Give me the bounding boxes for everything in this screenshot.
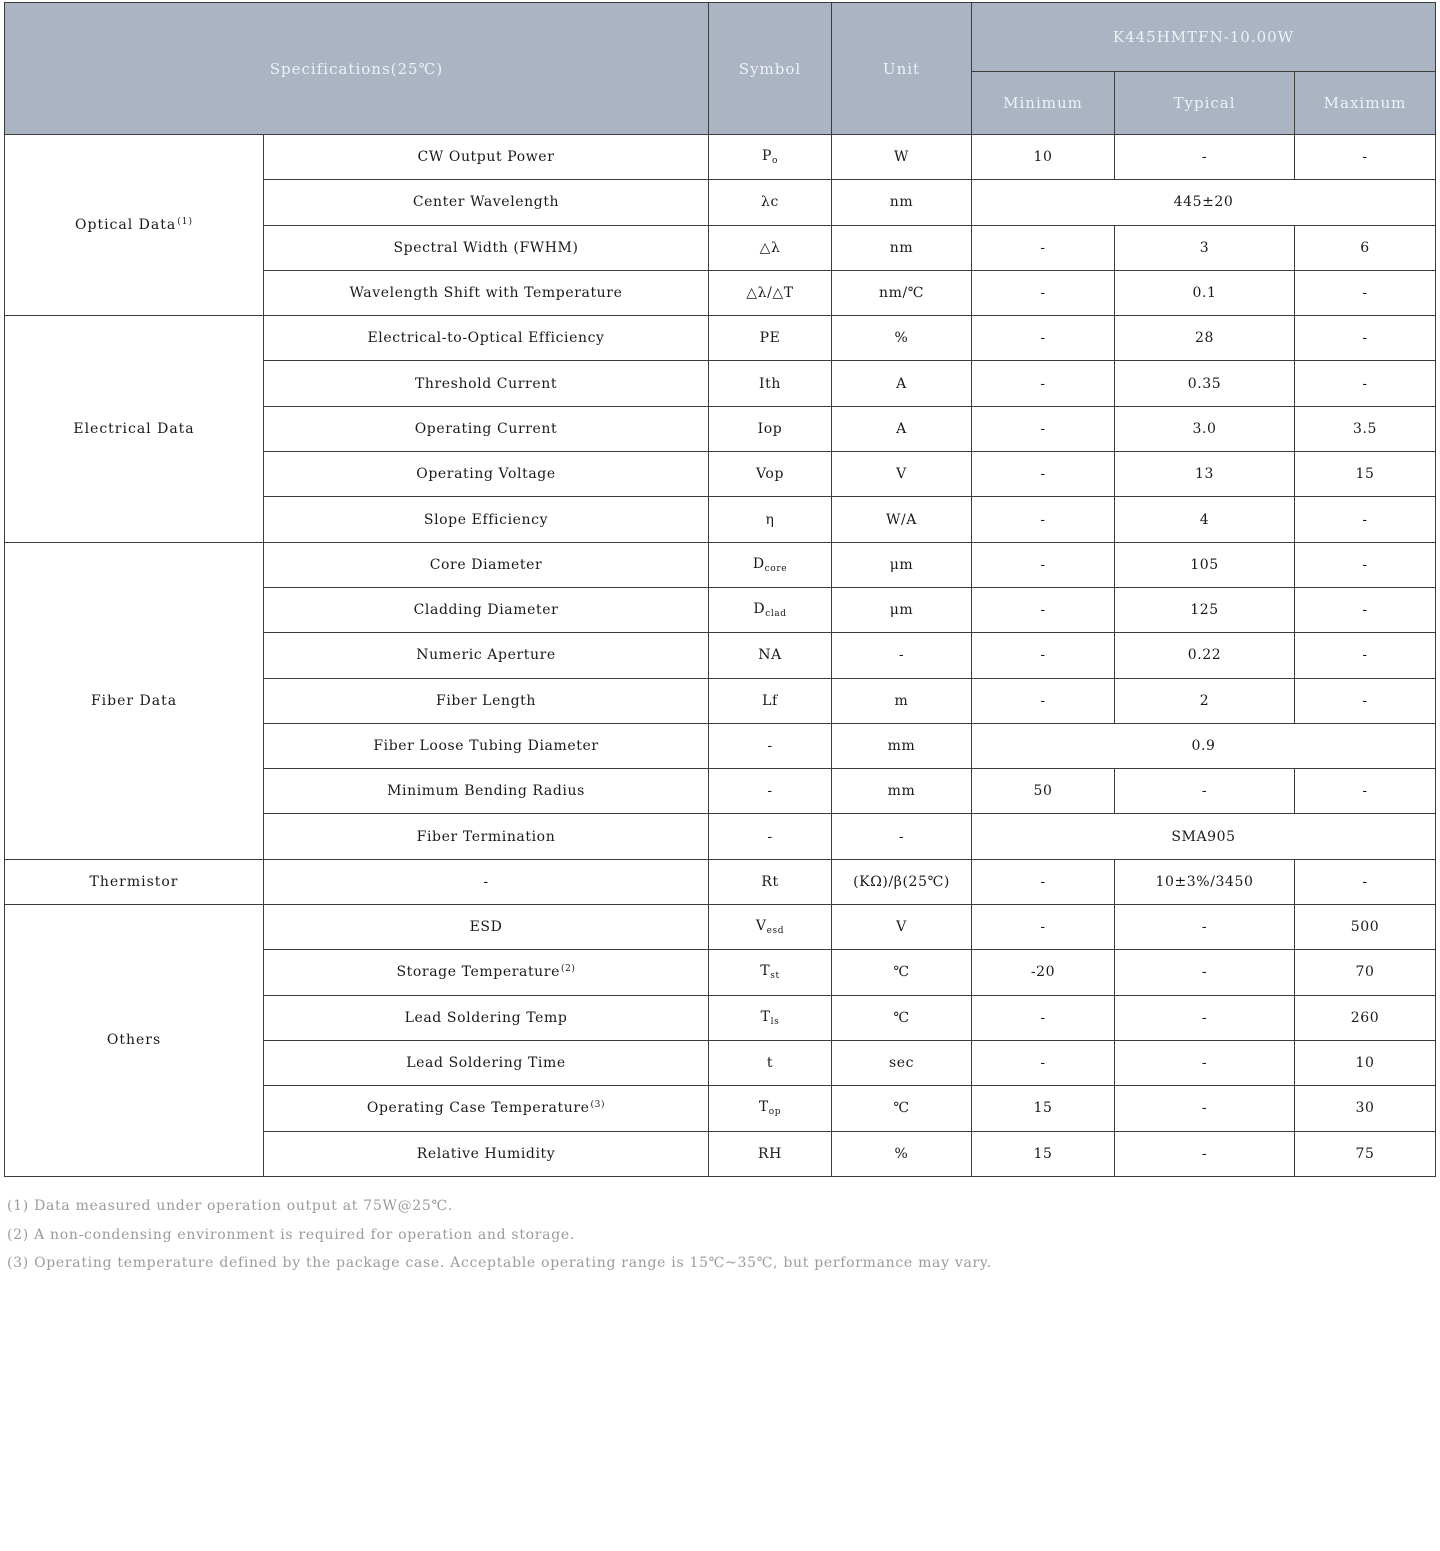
maximum-cell: 500 [1295, 905, 1436, 950]
maximum-cell: 6 [1295, 225, 1436, 270]
header-minimum: Minimum [972, 72, 1115, 135]
parameter-name: Storage Temperature [396, 964, 560, 981]
maximum-cell: - [1295, 587, 1436, 632]
maximum-cell: - [1295, 678, 1436, 723]
group-name: Others [106, 1032, 162, 1049]
group-note: (1) [177, 217, 193, 228]
minimum-cell: - [972, 859, 1115, 904]
parameter-cell [264, 859, 709, 904]
typical-cell: 0.22 [1115, 633, 1295, 678]
maximum-cell: - [1295, 316, 1436, 361]
unit-cell: nm [832, 225, 972, 270]
symbol-text: D [752, 555, 765, 572]
footnote-1: (1) Data measured under operation output at 75W@25℃. [7, 1198, 453, 1214]
parameter-name: Relative Humidity [416, 1145, 556, 1162]
maximum-cell: - [1295, 361, 1436, 406]
maximum-cell: - [1295, 859, 1436, 904]
parameter-name: Slope Efficiency [423, 511, 549, 528]
parameter-cell [264, 225, 709, 270]
minimum-cell: 15 [972, 1086, 1115, 1131]
minimum-cell: - [972, 587, 1115, 632]
merged-value-cell: 0.9 [972, 723, 1436, 768]
parameter-cell [264, 678, 709, 723]
symbol-text: Iop [757, 420, 783, 437]
symbol-text: T [760, 1008, 771, 1025]
symbol-cell [709, 995, 832, 1040]
maximum-cell: - [1295, 497, 1436, 542]
parameter-name: Spectral Width (FWHM) [393, 239, 579, 256]
symbol-text: T [760, 963, 771, 980]
unit-cell: - [832, 633, 972, 678]
symbol-cell [709, 905, 832, 950]
symbol-text: λc [761, 194, 779, 211]
typical-cell: - [1115, 995, 1295, 1040]
merged-value-cell: 445±20 [972, 180, 1436, 225]
minimum-cell: - [972, 542, 1115, 587]
symbol-subscript: o [772, 156, 779, 167]
group-name: Thermistor [89, 873, 179, 890]
group-cell [5, 135, 264, 316]
parameter-name: Center Wavelength [412, 194, 560, 211]
symbol-subscript: clad [765, 609, 787, 620]
parameter-name: CW Output Power [417, 149, 555, 166]
unit-cell: μm [832, 587, 972, 632]
minimum-cell: - [972, 1040, 1115, 1085]
symbol-text: - [767, 738, 773, 754]
symbol-subscript: st [770, 971, 780, 982]
unit-cell: A [832, 406, 972, 451]
header-typical: Typical [1115, 72, 1295, 135]
symbol-cell [709, 950, 832, 995]
table-body [5, 135, 1436, 1177]
group-cell [5, 542, 264, 859]
symbol-text: Vop [755, 466, 785, 483]
unit-cell: ℃ [832, 1086, 972, 1131]
maximum-cell: 3.5 [1295, 406, 1436, 451]
unit-cell: W [832, 135, 972, 180]
typical-cell: 28 [1115, 316, 1295, 361]
minimum-cell: 10 [972, 135, 1115, 180]
table-row [5, 542, 1436, 587]
symbol-text: P [761, 148, 772, 165]
typical-cell: - [1115, 769, 1295, 814]
parameter-name: Core Diameter [429, 556, 543, 573]
unit-cell: V [832, 905, 972, 950]
parameter-cell [264, 905, 709, 950]
symbol-text: RH [758, 1145, 782, 1162]
maximum-cell: - [1295, 769, 1436, 814]
typical-cell: - [1115, 1131, 1295, 1176]
parameter-cell [264, 814, 709, 859]
unit-cell: mm [832, 723, 972, 768]
parameter-name: Fiber Loose Tubing Diameter [373, 738, 599, 754]
maximum-cell: - [1295, 135, 1436, 180]
symbol-cell [709, 406, 832, 451]
parameter-name: Fiber Length [436, 692, 536, 709]
minimum-cell: - [972, 497, 1115, 542]
maximum-cell: 260 [1295, 995, 1436, 1040]
symbol-cell [709, 452, 832, 497]
header-symbol: Symbol [709, 3, 832, 135]
symbol-cell [709, 135, 832, 180]
symbol-cell [709, 587, 832, 632]
parameter-name: Fiber Termination [416, 828, 556, 845]
symbol-text: NA [758, 647, 782, 664]
unit-cell: ℃ [832, 995, 972, 1040]
maximum-cell: 30 [1295, 1086, 1436, 1131]
minimum-cell: - [972, 270, 1115, 315]
parameter-cell [264, 361, 709, 406]
symbol-cell [709, 723, 832, 768]
minimum-cell: - [972, 995, 1115, 1040]
symbol-text: - [767, 828, 773, 845]
typical-cell: - [1115, 905, 1295, 950]
parameter-note: (3) [590, 1100, 606, 1111]
symbol-cell [709, 497, 832, 542]
symbol-text: D [753, 601, 766, 618]
table-header [5, 3, 1436, 135]
symbol-text: △λ/△T [746, 285, 794, 302]
parameter-cell [264, 1131, 709, 1176]
parameter-cell [264, 270, 709, 315]
group-name: Fiber Data [90, 692, 178, 709]
specifications-table [4, 2, 1436, 1177]
parameter-name: Minimum Bending Radius [387, 783, 585, 800]
table-row [5, 859, 1436, 904]
symbol-cell [709, 316, 832, 361]
symbol-cell [709, 361, 832, 406]
symbol-cell [709, 1040, 832, 1085]
parameter-cell [264, 633, 709, 678]
symbol-cell [709, 859, 832, 904]
minimum-cell: - [972, 633, 1115, 678]
parameter-cell [264, 587, 709, 632]
minimum-cell: - [972, 361, 1115, 406]
symbol-cell [709, 270, 832, 315]
parameter-cell [264, 1040, 709, 1085]
unit-cell: m [832, 678, 972, 723]
typical-cell: 105 [1115, 542, 1295, 587]
parameter-cell [264, 542, 709, 587]
group-name: Optical Data [75, 217, 177, 234]
header-specifications: Specifications(25℃) [5, 3, 709, 135]
maximum-cell: 70 [1295, 950, 1436, 995]
maximum-cell: - [1295, 542, 1436, 587]
symbol-subscript: ls [770, 1016, 780, 1027]
unit-cell: V [832, 452, 972, 497]
unit-cell: W/A [832, 497, 972, 542]
minimum-cell: -20 [972, 950, 1115, 995]
parameter-cell [264, 995, 709, 1040]
maximum-cell: - [1295, 270, 1436, 315]
parameter-name: Cladding Diameter [413, 602, 559, 619]
unit-cell: % [832, 1131, 972, 1176]
parameter-name: Operating Voltage [416, 466, 556, 483]
typical-cell: - [1115, 1040, 1295, 1085]
parameter-name: ESD [469, 919, 503, 936]
parameter-cell [264, 452, 709, 497]
maximum-cell: 15 [1295, 452, 1436, 497]
footnote-2: (2) A non-condensing environment is required for operation and storage. [7, 1226, 576, 1243]
symbol-subscript: op [768, 1107, 782, 1118]
minimum-cell: - [972, 678, 1115, 723]
symbol-cell [709, 814, 832, 859]
footnotes [7, 1196, 992, 1282]
typical-cell: 10±3%/3450 [1115, 859, 1295, 904]
parameter-name: Operating Case Temperature [366, 1100, 590, 1117]
symbol-cell [709, 633, 832, 678]
header-model: K445HMTFN-10.00W [972, 3, 1436, 72]
parameter-name: Operating Current [414, 420, 558, 437]
symbol-subscript: core [764, 563, 788, 574]
symbol-text: Lf [762, 692, 778, 709]
typical-cell: 0.35 [1115, 361, 1295, 406]
table-row [5, 135, 1436, 180]
parameter-note: (2) [560, 964, 576, 975]
symbol-text: Ith [759, 375, 781, 392]
header-unit: Unit [832, 3, 972, 135]
typical-cell: 13 [1115, 452, 1295, 497]
symbol-text: η [765, 511, 775, 528]
parameter-name: Lead Soldering Time [406, 1055, 566, 1072]
parameter-cell [264, 723, 709, 768]
typical-cell: 3.0 [1115, 406, 1295, 451]
header-maximum: Maximum [1295, 72, 1436, 135]
group-name: Electrical Data [73, 420, 195, 437]
symbol-text: t [766, 1055, 774, 1072]
parameter-cell [264, 316, 709, 361]
typical-cell: 4 [1115, 497, 1295, 542]
unit-cell: A [832, 361, 972, 406]
typical-cell: - [1115, 1086, 1295, 1131]
parameter-name: Lead Soldering Temp [404, 1009, 568, 1026]
typical-cell: 2 [1115, 678, 1295, 723]
minimum-cell: - [972, 905, 1115, 950]
typical-cell: - [1115, 950, 1295, 995]
parameter-cell [264, 950, 709, 995]
symbol-text: PE [759, 330, 781, 347]
unit-cell: sec [832, 1040, 972, 1085]
parameter-name: Electrical-to-Optical Efficiency [367, 330, 605, 347]
merged-value-cell: SMA905 [972, 814, 1436, 859]
typical-cell: 3 [1115, 225, 1295, 270]
symbol-cell [709, 180, 832, 225]
parameter-name: Wavelength Shift with Temperature [349, 285, 623, 302]
symbol-cell [709, 678, 832, 723]
table-row [5, 316, 1436, 361]
minimum-cell: - [972, 316, 1115, 361]
unit-cell: ℃ [832, 950, 972, 995]
unit-cell: nm [832, 180, 972, 225]
typical-cell: 0.1 [1115, 270, 1295, 315]
footnote-3: (3) Operating temperature defined by the package case. Acceptable operating range is 15℃~35℃, but performance may vary. [7, 1255, 992, 1272]
parameter-cell [264, 135, 709, 180]
minimum-cell: - [972, 452, 1115, 497]
unit-cell: % [832, 316, 972, 361]
symbol-text: △λ [759, 239, 781, 256]
minimum-cell: - [972, 406, 1115, 451]
parameter-name: Numeric Aperture [416, 647, 556, 664]
table-row [5, 905, 1436, 950]
parameter-cell [264, 406, 709, 451]
parameter-cell [264, 180, 709, 225]
maximum-cell: 10 [1295, 1040, 1436, 1085]
symbol-cell [709, 769, 832, 814]
typical-cell: 125 [1115, 587, 1295, 632]
maximum-cell: - [1295, 633, 1436, 678]
minimum-cell: 15 [972, 1131, 1115, 1176]
unit-cell: nm/℃ [832, 270, 972, 315]
group-cell [5, 316, 264, 542]
parameter-cell [264, 497, 709, 542]
typical-cell: - [1115, 135, 1295, 180]
symbol-cell [709, 1131, 832, 1176]
maximum-cell: 75 [1295, 1131, 1436, 1176]
group-cell [5, 905, 264, 1177]
symbol-text: T [758, 1099, 769, 1116]
parameter-cell [264, 769, 709, 814]
minimum-cell: - [972, 225, 1115, 270]
symbol-cell [709, 225, 832, 270]
group-cell [5, 859, 264, 904]
minimum-cell: 50 [972, 769, 1115, 814]
parameter-name: - [483, 873, 489, 890]
parameter-name: Threshold Current [414, 375, 558, 392]
symbol-cell [709, 1086, 832, 1131]
unit-cell: - [832, 814, 972, 859]
symbol-text: Rt [761, 873, 779, 890]
symbol-text: - [767, 783, 773, 800]
unit-cell: (KΩ)/β(25℃) [832, 859, 972, 904]
symbol-subscript: esd [766, 926, 785, 937]
symbol-cell [709, 542, 832, 587]
unit-cell: μm [832, 542, 972, 587]
parameter-cell [264, 1086, 709, 1131]
unit-cell: mm [832, 769, 972, 814]
symbol-text: V [755, 918, 767, 935]
